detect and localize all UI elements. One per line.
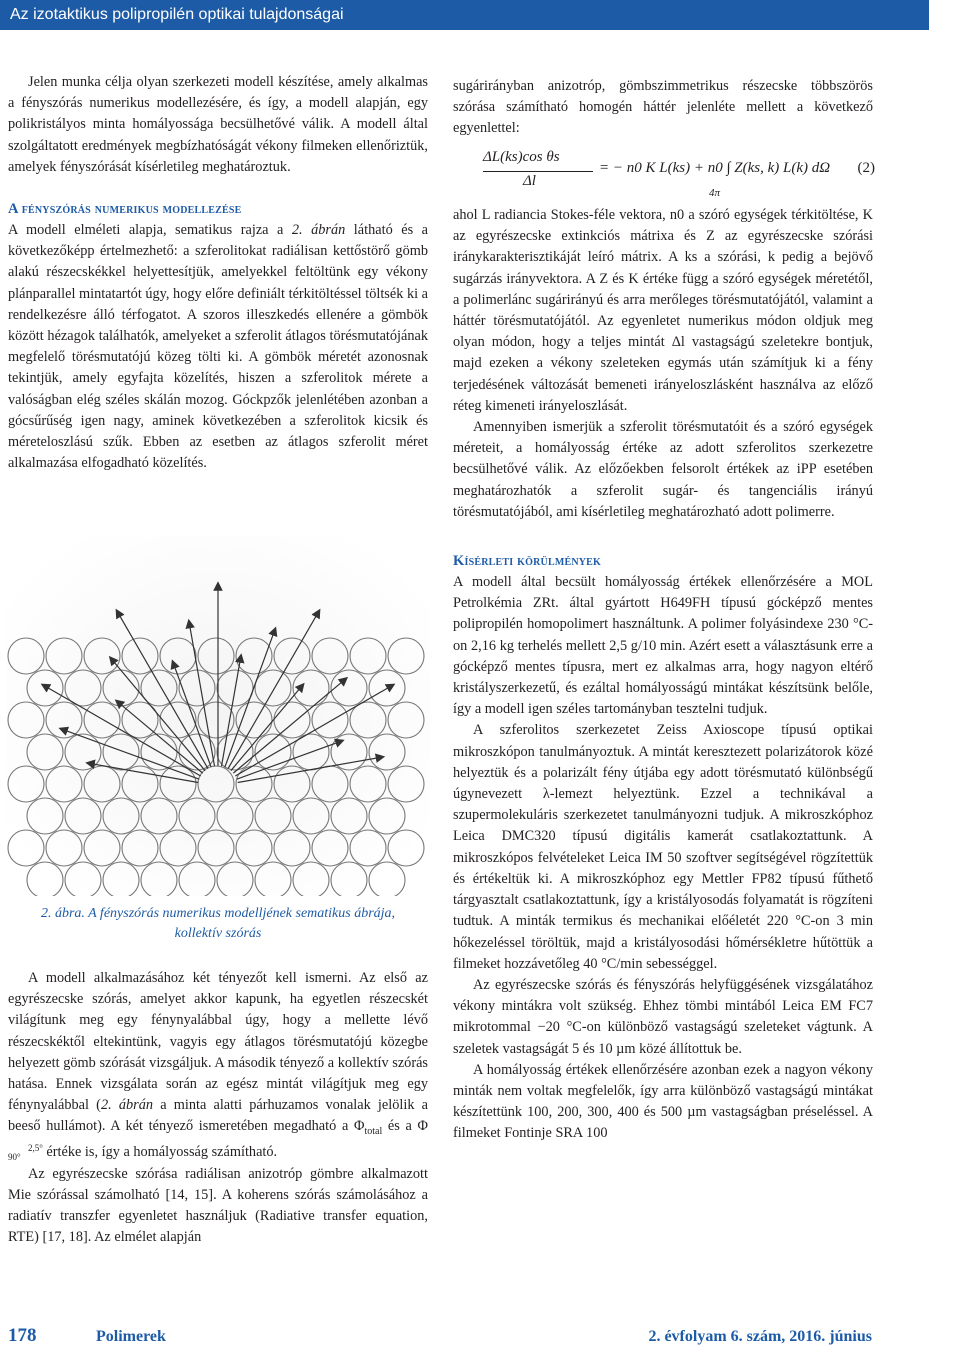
haze-estimate-paragraph: Amennyiben ismerjük a szferolit törésmutatóit és a szóró egységek méreteit, a homályosság értéke az adott szferolitos szerkezetre becsülhetővé válik. Az előzőekben felsorolt értékek az iPP esetében meghatározhatók a szferolit sugár- és tangenciális irányú törésmutatójából, ami kísérletileg meghatározható adott polimerre. — [453, 419, 873, 520]
section-title-experimental: Kísérleti körülmények — [453, 553, 602, 570]
left-column-top — [8, 72, 428, 474]
figure-caption: 2. ábra. A fényszórás numerikus modelljének sematikus ábrája, kollektív szórás — [40, 906, 396, 941]
symbols-paragraph: ahol L radiancia Stokes-féle vektora, n0 a szóró egységek térkitöltése, K az egyrészecske extinkciós mátrixa és Z az egyrészecske szórási iránykarakterisztikáját leíró mátrix. A ks a szórási, k pedig a bejövő sugárzás irányvektora. A Z és K értéke függ a szóró egységek méretétől, a polimerlánc sugárirányú és arra merőleges törésmutatójától, valamint a háttér törésmutatójától. Az egyenletet numerikus módon oldjuk meg olyan módon, hogy a teljes mintát Δl vastagságú szeletekre bontjuk, majd ezeken a vékony szeleteken egymás után számítjuk ki a fény terjedésének változását bemeneti irányeloszlásként használva az előző réteg kimeneti irányeloszlását. — [453, 207, 873, 414]
microscopy-paragraph: A szferolitos szerkezetet Zeiss Axioscope típusú optikai mikroszkópon tanulmányoztuk. A mintát keresztezett polarizátorok közé helyeztük és a polarizált fény útjába egy adott törésmutató különbségű úgynevezett λ-lemezt helyeztünk. Ezzel a technikával a szupermolekuláris szerkezetet tanulmányozni tudjuk. A mikroszkóphoz Leica DMC320 típusú digitális kamerát csatlakoztattunk. A mikroszkópos felvételeket Leica IM 50 szoftver segítségével rögzítettük és értékeltük ki. A mikroszkóphoz egy Mettler FP82 típusú fűthető tárgyasztalt csatlakoztattunk, így a kristályosodás folyamatát is rögzíteni tudtuk. A minták termikus és mechanikai előéletét 220 °C-on 3 min hőkezeléssel töröltük, majd a kristályosodási hőmérsékletre hűtöttük a filmeket hozzávetőleg 40 °C/min sebességgel. — [453, 722, 873, 972]
page-footer — [0, 1325, 960, 1355]
right-column-top — [453, 76, 873, 140]
rte-intro-paragraph: sugárirányban anizotróp, gömbszimmetrikus részecske többszörös szórása számítható homogén háttér jelenléte mellett a következő egyenlettel: — [453, 78, 873, 137]
microtome-paragraph: Az egyrészecske szórás és fényszórás helyfüggésének vizsgálatához vékony mintákra volt szükség. Ehhez tömbi mintából Leica EM FC7 mikrotommal −20 °C-on különböző vastagságú szeleteket vágtunk. A szeletek vastagságát 5 és 10 µm közé állítottuk be. — [453, 976, 873, 1057]
right-column-middle — [453, 205, 873, 1145]
article-title: Az izotaktikus polipropilén optikai tulajdonságai — [10, 6, 344, 23]
journal-name: Polimerek — [96, 1328, 166, 1345]
figure-scattering-schematic — [6, 536, 430, 896]
equation-number: (2) — [857, 160, 875, 176]
left-column-bottom — [8, 968, 428, 1249]
mie-paragraph: Az egyrészecske szórása radiálisan anizotróp gömbre alkalmazott Mie szórással számolható [14, 15]. A koherens szórás számolásához a radiatív transzfer egyenletet használjuk (Radiative transfer equation, RTE) [17, 18]. Az elmélet alapján — [8, 1165, 428, 1246]
film-thickness-paragraph: A homályosság értékek ellenőrzésére azonban ezek a nagyon vékony minták nem voltak megfelelők, így arra különböző vastagságú mintákat készítettünk 100, 200, 300, 400 és 500 µm vastagságban préseléssel. A filmeket Fontinje SRA 100 — [453, 1061, 873, 1142]
equation-rhs: = − n0 K L(ks) + n0 ∫ Z(ks, k) L(k) dΩ — [599, 160, 831, 176]
intro-paragraph: Jelen munka célja olyan szerkezeti modell készítése, amely alkalmas a fényszórás numerikus modellezésére, és így, a modell alapján, egy polikristályos minta homályossága becsülhetővé válik. A modell által szolgáltatott eredmények megbízhatóságát vékony filmeken ellenőriztük, amelyek fényszórását kísérletileg meghatároztuk. — [8, 74, 428, 175]
equation-integral-limit: 4π — [709, 187, 721, 199]
header-bar — [0, 0, 929, 30]
model-paragraph: A modell elméleti alapja, sematikus rajza a 2. ábrán látható és a következőképp értelmezhető: a szferolitokat radiálisan kettőstörő gömb alakú részecskékkel helyettesítjük, amelyekkel feltöltünk egy vékony plánparallel mintatartót úgy, hogy előre definiált térkitöltéssel töltsék ki a rendelkezésre álló térfogatot. A szoros illeszkedés ellenére a gömbök között hézagok találhatók, amelyeket a szferolit átlagos törésmutatójának megfelelő törésmutatójú közeg tölti ki. A gömbök méretét azonosnak tekintjük, amely egyfajta közelítés, hiszen a szferolitok mérete a valóságban elég széles skálán mozog. Góckpzők jelenlétében azonban a gócsűrűség igen nagy, aminek következében a szferolitok kicsik és méreteloszlású szűk. Ebben az esetben az átlagos szferolit méret alkalmazása elfogadható közelítés. — [8, 222, 428, 472]
factors-paragraph: A modell alkalmazásához két tényezőt kell ismerni. Az első az egyrészecske szórás, amelyet akkor kapunk, ha egyetlen részecskét világítunk meg egy fénynyalábbal úgy, hogy a mellette lévő részecskéktől eltekintünk, vagyis egy átlagos törésmutatójú közegbe helyezett gömb szórását vizsgáljuk. A második tényező a kollektív szórás hatása. Ennek vizsgálata során az egész mintát világítjuk meg egy fénynyalábbal (2. ábrán a minta alatti párhuzamos vonalak jelölik a beeső hullámot). A két tényező ismeretében megadható a $\Phi_{total}$ és a Φ2,5° 90° értéke is, így a homályosság számítható. — [8, 970, 428, 1163]
equation-2 — [453, 147, 875, 201]
materials-paragraph: A modell által becsült homályosság értékek ellenőrzésére a MOL Petrolkémia ZRt. által gyártott H649FH típusú gócképző mentes polipropilén homopolimert használtunk. A polimer folyásindexe 230 °C-on 2,16 kg terhelés mellett 2,5 g/10 min. Azért esett a választásunk erre a gócképző mentes típusra, mert ez alkalmas arra, hogy nagyon eltérő kristályszerkezetű, és ezáltal homályosságú mintákat készítsünk belőle, így a modell igen széles tartományban tesztelni tudjuk. — [453, 574, 873, 718]
equation-lhs-denominator: Δl — [523, 173, 536, 189]
equation-lhs-numerator: ΔL(ks)cos θs — [483, 149, 560, 165]
section-title-modeling: A fényszórás numerikus modellezése — [8, 201, 242, 218]
issue-info: 2. évfolyam 6. szám, 2016. június — [648, 1328, 872, 1345]
page-number: 178 — [8, 1325, 37, 1346]
